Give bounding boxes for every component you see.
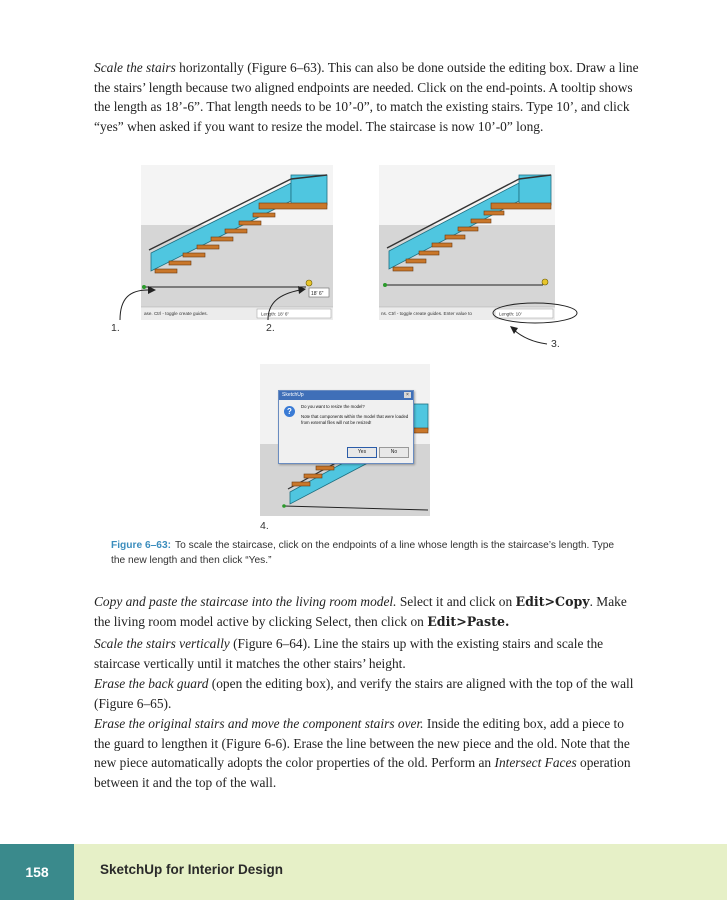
book-title: SketchUp for Interior Design (100, 862, 284, 877)
callout-overlay (100, 280, 580, 360)
resize-dialog (278, 390, 414, 464)
question-icon: ? (284, 406, 295, 417)
page-number: 158 (0, 844, 74, 900)
dialog-title-bar (279, 391, 413, 400)
length-tooltip: 18' 6" (311, 291, 324, 297)
step-heading: Copy and paste the staircase into the living room model. (94, 594, 397, 609)
length-box-text: Length: 18' 6" (261, 311, 290, 317)
paragraph-copy-paste (94, 592, 642, 631)
dialog-message (301, 404, 409, 425)
status-bar-text: ns. Ctrl - toggle create guides. Enter value to (381, 311, 472, 316)
step-text: (Figure 6–64). Line the stairs up with the existing stairs and scale the staircase vertically until it matches the other stairs’ height. (94, 636, 604, 671)
no-button[interactable]: No (379, 447, 409, 458)
step-heading: Scale the stairs (94, 60, 176, 75)
dialog-note: Note that components within the model that were loaded from external files will not be resized! (301, 414, 409, 425)
step-text: horizontally (Figure 6–63). This can also be done outside the editing box. Draw a line the stairs’ length because two aligned endpoints are needed. Click on the end-points. A tooltip shows the length as 18’-6”. That length needs to be 10’-0”, to match the existing stairs. Type 10’, and click “yes” when asked if you want to resize the model. The staircase is now 10’-0” long. (94, 60, 639, 134)
figure-label-4: 4. (260, 520, 269, 532)
yes-button[interactable]: Yes (347, 447, 377, 458)
menu-command-copy: Edit>Copy (515, 594, 590, 609)
step-text: Select it and click on (396, 594, 516, 609)
step-text: operation between it and the top of the wall. (94, 755, 631, 790)
status-bar-text: ase. Ctrl - toggle create guides. (144, 311, 208, 316)
figure-number: Figure 6–63: (111, 540, 172, 551)
step-text: Inside the editing box, add a piece to the guard to lengthen it (Figure 6-6). Erase the line between the new piece and the old. Note that the new piece automatically adopts the color properties of the old. Perform an (94, 716, 630, 771)
paragraph-erase-guard (94, 674, 642, 713)
figure-label-1: 1. (111, 322, 120, 334)
figure-label-2: 2. (266, 322, 275, 334)
step-heading: Erase the back guard (94, 676, 209, 691)
operation-name: Intersect Faces (494, 755, 577, 771)
step-text: . Make the living room model active by clicking Select, then click on (94, 594, 627, 629)
step-heading: Scale the stairs vertically (94, 636, 230, 651)
menu-command-paste: Edit>Paste. (427, 613, 510, 629)
dialog-title: SketchUp (282, 392, 304, 398)
paragraph-scale-horizontal (94, 58, 642, 136)
length-box-text: Length: 10' (499, 311, 522, 317)
figure-caption (111, 538, 631, 568)
dialog-question: Do you want to resize the model? (301, 404, 365, 409)
step-text: (open the editing box), and verify the stairs are aligned with the top of the wall (Figure 6–65). (94, 676, 634, 711)
caption-text: To scale the staircase, click on the endpoints of a line whose length is the staircase’s length. Type the new length and then click “Yes.” (111, 540, 615, 566)
paragraph-erase-original (94, 714, 642, 792)
paragraph-scale-vertical (94, 634, 642, 673)
step-heading: Erase the original stairs and move the component stairs over. (94, 716, 424, 731)
close-icon[interactable]: × (404, 392, 411, 398)
screenshot-resize-dialog (260, 364, 430, 516)
figure-label-3: 3. (551, 338, 560, 350)
